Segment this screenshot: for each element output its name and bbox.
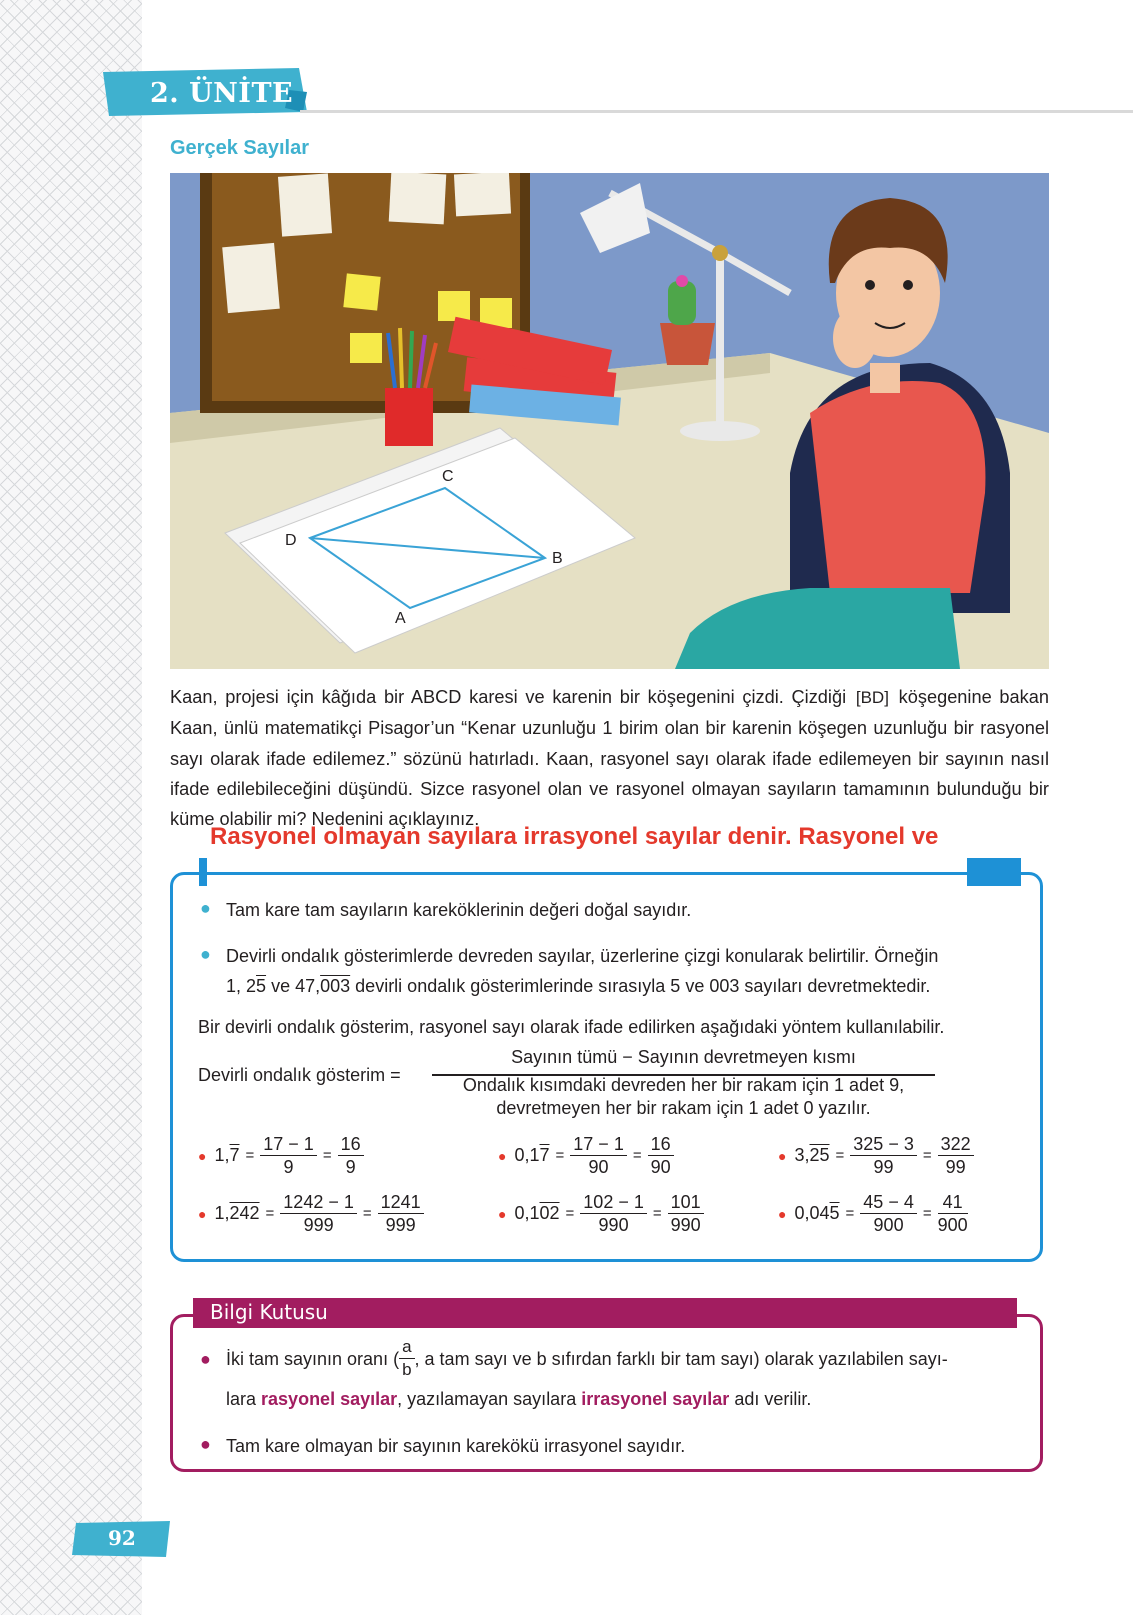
bullet-dot: ● [200,944,211,964]
example-5: ● 0,102 = $\frac{102 - 1}{990}$ = $\frac{101}{990}$ [498,1191,704,1236]
vertex-d-label: D [285,532,297,549]
red-heading: Rasyonel olmayan sayılara irrasyonel sayılar denir. Rasyonel ve [210,823,939,850]
formula-denominator-1: Ondalık kısımdaki devreden her bir rakam için 1 adet 9, [462,1075,905,1095]
example-3: ● 3,25 = $\frac{325 - 3}{99}$ = $\frac{322}{99}$ [778,1133,974,1178]
info-bullet-2: Tam kare olmayan bir sayının karekökü irrasyonel sayıdır. [226,1436,686,1456]
formula-label: Devirli ondalık gösterim = [198,1065,401,1085]
bullet-perfect-square: Tam kare tam sayıların kareköklerinin değeri doğal sayıdır. [226,900,692,920]
vertex-b-label: B [552,550,563,567]
example-4: ● 1,242 = $\frac{1242 - 1}{999}$ = $\frac{1241}{999}$ [198,1191,424,1236]
formula-denominator-2: devretmeyen her bir rakam için 1 adet 0 yazılır. [496,1098,871,1118]
section-title: Gerçek Sayılar [170,137,309,159]
header-rule [300,110,1133,113]
example-2: ● 0,17 = $\frac{17 - 1}{90}$ = $\frac{16}{90}$ [498,1133,674,1178]
decorative-lattice [0,0,142,1615]
info-bullet-1-line1: İki tam sayının oranı ( $\frac{a}{b}$ , a tam sayı ve b sıfırdan farklı bir tam sayı) olarak yazılabilen sayı- [226,1337,948,1379]
intro-text-2: köşegenine bakan Kaan, ünlü matematikçi Pisagor’un “Kenar uzunluğu 1 birim olan bir karenin köşegen uzunluğu bir rasyonel sayı olarak ifade edilemez.” sözünü hatırladı. Kaan, rasyonel sayı olarak ifade edilemeyen bir sayının nasıl ifade edilebileceğini düşündü. Sizce rasyonel olan ve rasyonel olmayan sayıların tamamının bulunduğu bir küme olabilir mi? Nedenini açıklayınız. [170,687,1049,830]
bullet-dot: ● [200,1349,211,1369]
example-1: ● 1,7 = $\frac{17 - 1}{9}$ = $\frac{16}{9}$ [198,1133,364,1178]
segment-bd: [BD] [855,688,889,707]
example-6: ● 0,045 = $\frac{45 - 4}{900}$ = $\frac{41}{900}$ [778,1192,968,1235]
vertex-a-label: A [395,610,406,627]
bullet-repeating-line2: 1, 25 ve 47,003 devirli ondalık gösterimlerinde sırasıyla 5 ve 003 sayıları devretmektedir. [226,976,931,996]
box-tab-right [967,858,1021,886]
bullet-dot: ● [200,898,211,918]
illustration [170,173,1049,669]
method-text: Bir devirli ondalık gösterim, rasyonel sayı olarak ifade edilirken aşağıdaki yöntem kullanılabilir. [198,1017,945,1037]
vertex-c-label: C [442,468,454,485]
formula-numerator: Sayının tümü − Sayının devretmeyen kısmı [511,1047,856,1067]
unit-label: 2. ÜNİTE [150,78,294,109]
intro-text-1: Kaan, projesi için kâğıda bir ABCD karesi ve karenin bir köşegenini çizdi. Çizdiği [170,687,847,707]
info-box-title: Bilgi Kutusu [210,1300,328,1324]
page-number: 92 [108,1526,136,1550]
bullet-repeating-line1: Devirli ondalık gösterimlerde devreden sayılar, üzerlerine çizgi konularak belirtilir. Örneğin [226,946,939,966]
intro-paragraph [170,682,1049,834]
bullet-dot: ● [200,1434,211,1454]
box-tab-left [199,858,207,886]
info-bullet-1-line2: lara rasyonel sayılar, yazılamayan sayılara irrasyonel sayılar adı verilir. [226,1389,812,1409]
